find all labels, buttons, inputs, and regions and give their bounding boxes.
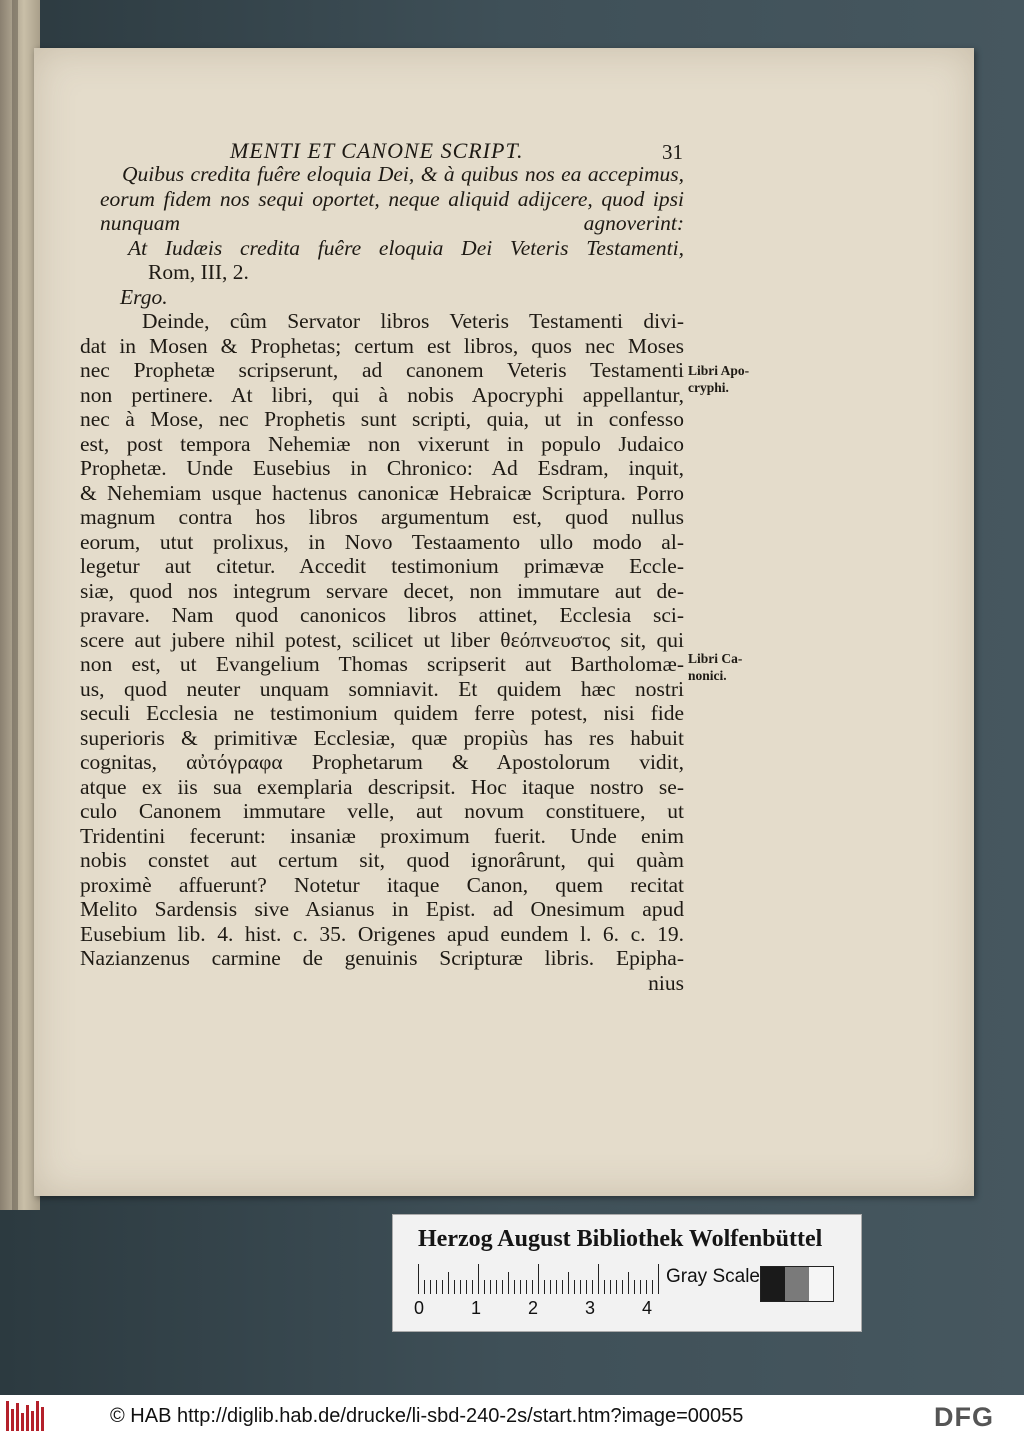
ruler-tick — [598, 1264, 599, 1294]
ruler-tick — [436, 1280, 437, 1294]
text-line: non pertinere. At libri, qui à nobis Apocryphi appellantur, — [80, 382, 684, 407]
gray-swatch — [761, 1267, 785, 1301]
ruler-number: 4 — [642, 1298, 653, 1318]
running-title: MENTI ET CANONE SCRIPT. — [230, 138, 524, 163]
hab-logo-icon — [6, 1401, 48, 1431]
page-number: 31 — [662, 140, 683, 164]
ruler-number: 3 — [585, 1298, 596, 1318]
ruler-tick — [514, 1280, 515, 1294]
gray-swatch — [785, 1267, 809, 1301]
text-line: superioris & primitivæ Ecclesiæ, quæ propiùs has res habuit — [80, 725, 684, 750]
ruler-tick — [424, 1280, 425, 1294]
ruler-tick — [526, 1280, 527, 1294]
text-line: Melito Sardensis sive Asianus in Epist. ad Onesimum apud — [80, 897, 684, 921]
text-line: Rom, III, 2. — [148, 260, 249, 284]
ruler-tick — [622, 1280, 623, 1294]
margin-note-apocryphi: Libri Apo- cryphi. — [688, 363, 750, 395]
ruler-tick — [544, 1280, 545, 1294]
ruler-tick — [646, 1280, 647, 1294]
ruler-tick — [580, 1280, 581, 1294]
text-line: proximè affuerunt? Notetur itaque Canon, quem recitat — [80, 872, 684, 897]
text-line: nec à Mose, nec Prophetis sunt scripti, quia, ut in confesso — [80, 407, 684, 431]
ruler-tick — [532, 1280, 533, 1294]
text-line: At Iudæis credita fuêre eloquia Dei Veteris Testamenti, — [128, 235, 684, 260]
ruler-tick — [448, 1272, 449, 1294]
text-line: Eusebium lib. 4. hist. c. 35. Origenes apud eundem l. 6. c. 19. — [80, 921, 684, 946]
ruler-tick — [616, 1280, 617, 1294]
text-line: nunquam agnoverint: — [100, 211, 684, 235]
ruler-tick — [640, 1280, 641, 1294]
gray-swatch — [809, 1267, 833, 1301]
text-line: culo Canonem immutare velle, aut novum constituere, ut — [80, 799, 684, 823]
text-line: Prophetæ. Unde Eusebius in Chronico: Ad Esdram, inquit, — [80, 456, 684, 480]
ruler-tick — [550, 1280, 551, 1294]
ruler-tick — [460, 1280, 461, 1294]
ruler-tick — [538, 1264, 539, 1294]
ruler-tick — [418, 1264, 419, 1294]
ruler-tick — [586, 1280, 587, 1294]
ruler-tick — [466, 1280, 467, 1294]
text-line: Deinde, cûm Servator libros Veteris Testamenti divi- — [142, 309, 684, 333]
text-line: non est, ut Evangelium Thomas scripserit aut Bartholomæ- — [80, 652, 684, 676]
text-line: siæ, quod nos integrum servare decet, non immutare aut de- — [80, 578, 684, 603]
gray-scale-swatches — [760, 1266, 834, 1302]
ruler-number: 1 — [471, 1298, 482, 1318]
gray-scale-label: Gray Scale — [666, 1266, 760, 1287]
text-line: Nazianzenus carmine de genuinis Scripturæ libris. Epipha- — [80, 946, 684, 970]
margin-note-canonici: Libri Ca- nonici. — [688, 651, 743, 683]
ruler-tick — [454, 1280, 455, 1294]
text-line: nec Prophetæ scripserunt, ad canonem Veteris Testamenti — [80, 358, 684, 382]
text-line: cognitas, αὐτόγραφα Prophetarum & Apostolorum vidit, — [80, 750, 684, 774]
ruler-tick — [652, 1280, 653, 1294]
text-line: atque ex iis sua exemplaria descripsit. Hoc itaque nostro se- — [80, 774, 684, 799]
ruler-tick — [634, 1280, 635, 1294]
measurement-ruler — [418, 1262, 658, 1294]
ruler-tick — [508, 1272, 509, 1294]
text-line: magnum contra hos libros argumentum est, quod nullus — [80, 505, 684, 529]
ruler-tick — [604, 1280, 605, 1294]
text-line: dat in Mosen & Prophetas; certum est libros, quos nec Moses — [80, 333, 684, 358]
text-line: eorum, utut prolixus, in Novo Testaamento ullo modo al- — [80, 529, 684, 554]
text-line: nobis constet aut certum sit, quod ignorârunt, qui quàm — [80, 848, 684, 872]
dfg-logo: DFG — [934, 1402, 994, 1432]
ruler-number: 0 — [414, 1298, 425, 1318]
ruler-tick — [610, 1280, 611, 1294]
ruler-tick — [490, 1280, 491, 1294]
text-line: us, quod neuter unquam somniavit. Et quidem hæc nostri — [80, 676, 684, 701]
text-line: seculi Ecclesia ne testimonium quidem ferre potest, nisi fide — [80, 701, 684, 725]
text-line: pravare. Nam quod canonicos libros attinet, Ecclesia sci- — [80, 603, 684, 627]
ruler-tick — [562, 1280, 563, 1294]
ruler-number: 2 — [528, 1298, 539, 1318]
text-line: Tridentini fecerunt: insaniæ proximum fuerit. Unde enim — [80, 823, 684, 848]
ruler-tick — [472, 1280, 473, 1294]
ruler-tick — [574, 1280, 575, 1294]
ruler-tick — [496, 1280, 497, 1294]
source-link[interactable]: © HAB http://diglib.hab.de/drucke/li-sbd-240-2s/start.htm?image=00055 — [110, 1405, 744, 1427]
ruler-tick — [430, 1280, 431, 1294]
ruler-tick — [592, 1280, 593, 1294]
ruler-tick — [484, 1280, 485, 1294]
text-line: legetur aut citetur. Accedit testimonium primævæ Eccle- — [80, 554, 684, 578]
ruler-tick — [628, 1272, 629, 1294]
text-line: Ergo. — [120, 284, 168, 309]
ruler-tick — [502, 1280, 503, 1294]
ruler-tick — [442, 1280, 443, 1294]
ruler-tick — [556, 1280, 557, 1294]
text-line: nius — [648, 970, 684, 995]
library-name: Herzog August Bibliothek Wolfenbüttel — [418, 1226, 823, 1252]
text-line: scere aut jubere nihil potest, scilicet ut liber θεόπνευστος sit, qui — [80, 627, 684, 652]
body-text — [72, 162, 684, 995]
text-line: eorum fidem nos sequi oportet, neque aliquid adijcere, quod ipsi — [100, 186, 684, 211]
text-line: Quibus credita fuêre eloquia Dei, & à quibus nos ea accepimus, — [122, 162, 684, 186]
ruler-tick — [478, 1264, 479, 1294]
text-line: & Nehemiam usque hactenus canonicæ Hebraicæ Scriptura. Porro — [80, 480, 684, 505]
ruler-tick — [520, 1280, 521, 1294]
ruler-tick — [658, 1264, 659, 1294]
text-line: est, post tempora Nehemiæ non vixerunt in populo Judaico — [80, 431, 684, 456]
ruler-tick — [568, 1272, 569, 1294]
